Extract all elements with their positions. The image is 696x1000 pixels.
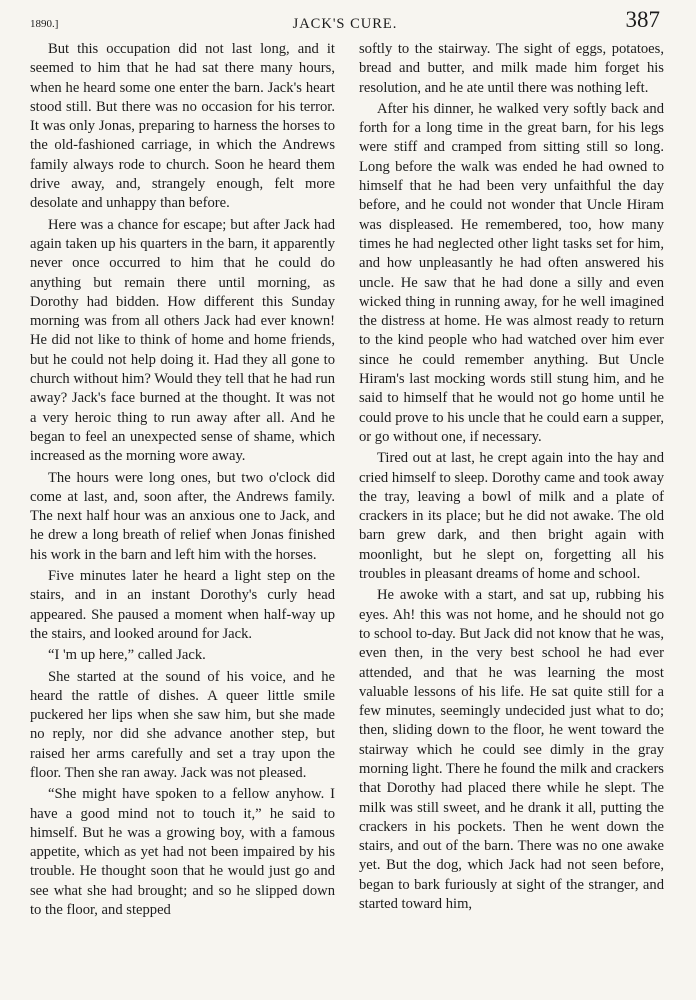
issue-year: 1890.] [30, 18, 59, 30]
paragraph: Tired out at last, he crept again into the hay and cried himself to sleep. Dorothy came and took away the tray, leaving a bowl of milk and a plate of crackers in its place; but he did not awake. The old barn grew dark, and then bright again with moonlight, but he slept on, forgetting all his troubles in pleasant dreams of home and school. [359, 450, 664, 583]
paragraph: But this occupation did not last long, and it seemed to him that he had sat there many hours, when he heard some one enter the barn. Jack's heart stood still. But there was no occasion for his terror. It was only Jonas, preparing to harness the horses to the old-fashioned carriage, in which the Andrews family always rode to church. Soon he heard them drive away, and, strangely enough, felt more desolate and unhappy than before. [30, 41, 335, 212]
page-number: 387 [625, 7, 660, 32]
paragraph: He awoke with a start, and sat up, rubbing his eyes. Ah! this was not home, and he should not go to school to-day. But Jack did not know that he was, even then, in the very best school he had ever attended, and that he was learning the most valuable lessons of his life. He sat quite still for a few minutes, seemingly undecided just what to do; then, sliding down to the floor, he went toward the stairway which he could see dimly in the gray morning light. There he found the milk and crackers that Dorothy had placed there while he slept. The milk was still sweet, and he drank it all, putting the crackers in his pockets. Then he went down the stairs, and out of the barn. There was no one awake yet. But the dog, which Jack had not seen before, began to bark furiously at sight of the stranger, and started toward him, [359, 587, 664, 913]
paragraph: “I 'm up here,” called Jack. [48, 647, 206, 664]
paragraph: Here was a chance for escape; but after Jack had again taken up his quarters in the barn, it apparently never once occurred to him that he could do anything but remain there until morning, as Dorothy had bidden. How different this Sunday morning was from all others Jack had ever known! He did not like to think of home and home friends, but he could not help doing it. Had they all gone to church without him? Would they tell that he had run away? Jack's face burned at the thought. It was not a very heroic thing to run away after all. And he began to feel an unexpected sense of shame, which increased as the morning wore away. [30, 216, 335, 465]
paragraph-continued: softly to the stairway. The sight of eggs, potatoes, bread and butter, and milk made him forget his resolution, and he ate until there was nothing left. [359, 41, 664, 96]
running-header [30, 6, 660, 40]
left-column [30, 40, 335, 990]
text-columns [30, 40, 664, 990]
running-title: JACK'S CURE. [292, 16, 398, 32]
paragraph: Five minutes later he heard a light step on the stairs, and in an instant Dorothy's curly head appeared. She paused a moment when half-way up the stairs, and looked around for Jack. [30, 568, 335, 642]
paragraph: The hours were long ones, but two o'clock did come at last, and, soon after, the Andrews family. The next half hour was an anxious one to Jack, and he drew a long breath of relief when Jonas finished his work in the barn and left him with the horses. [30, 469, 335, 563]
paragraph: After his dinner, he walked very softly back and forth for a long time in the great barn, for his legs were stiff and cramped from sitting still so long. Long before the walk was ended he had owned to himself that he had been very unfaithful the day before, and he could not wonder that Uncle Hiram was displeased. He remembered, too, how many times he had neglected other light tasks set for him, and how unpleasantly he had often answered his uncle. He saw that he had done a silly and even wicked thing in running away, for he well imagined the distress at home. He was almost ready to return to the kind people who had watched over him ever since he could remember anything. But Uncle Hiram's last mocking words still stung him, and he said to himself that he would not go home until he could prove to his uncle that he could earn a supper, or go without one, if necessary. [359, 100, 664, 445]
paragraph: “She might have spoken to a fellow anyhow. I have a good mind not to touch it,” he said to himself. But he was a growing boy, with a famous appetite, which as yet had not been impaired by his trouble. He thought soon that he would just go and see what she had brought; and so he slipped down to the floor, and stepped [30, 786, 335, 919]
paragraph: She started at the sound of his voice, and he heard the rattle of dishes. A queer little smile puckered her lips when she saw him, but she made no reply, nor did she advance another step, but raised her arms carefully and set a tray upon the floor. Then she ran away. Jack was not pleased. [30, 668, 335, 781]
right-column [359, 40, 664, 990]
